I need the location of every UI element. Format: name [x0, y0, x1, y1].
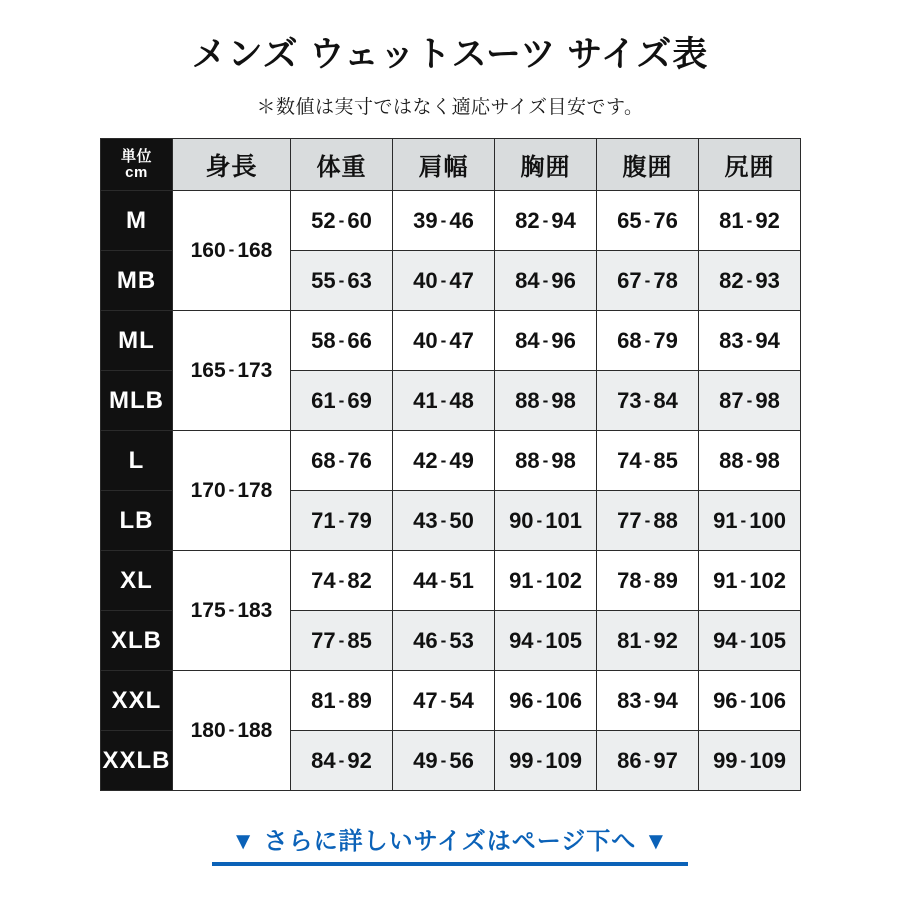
table-row [101, 551, 801, 611]
cell-waist: 68 - 79 [597, 311, 699, 371]
cell-hip: 94 - 105 [699, 611, 801, 671]
column-header-weight: 体重 [291, 139, 393, 191]
cell-weight: 61 - 69 [291, 371, 393, 431]
cell-hip: 88 - 98 [699, 431, 801, 491]
height-range-cell: 180 - 188 [173, 671, 291, 791]
size-label-cell: M [101, 191, 173, 251]
footer-underline [212, 862, 688, 866]
cell-chest: 90 - 101 [495, 491, 597, 551]
cell-shoulder: 46 - 53 [393, 611, 495, 671]
cell-shoulder: 39 - 46 [393, 191, 495, 251]
cell-shoulder: 43 - 50 [393, 491, 495, 551]
cell-shoulder: 47 - 54 [393, 671, 495, 731]
table-row [101, 431, 801, 491]
height-range-cell: 170 - 178 [173, 431, 291, 551]
size-label-cell: XL [101, 551, 173, 611]
table-row [101, 191, 801, 251]
cell-shoulder: 49 - 56 [393, 731, 495, 791]
table-row [101, 671, 801, 731]
cell-weight: 74 - 82 [291, 551, 393, 611]
cell-waist: 81 - 92 [597, 611, 699, 671]
unit-header-line1: 単位 [120, 147, 152, 165]
column-header-waist: 腹囲 [597, 139, 699, 191]
table-body [101, 191, 801, 791]
cell-waist: 78 - 89 [597, 551, 699, 611]
table-row [101, 311, 801, 371]
table-header-row [101, 139, 801, 191]
height-range-cell: 160 - 168 [173, 191, 291, 311]
size-table-container [100, 138, 800, 791]
cell-hip: 96 - 106 [699, 671, 801, 731]
size-label-cell: XLB [101, 611, 173, 671]
cell-shoulder: 41 - 48 [393, 371, 495, 431]
cell-chest: 88 - 98 [495, 431, 597, 491]
size-label-cell: MLB [101, 371, 173, 431]
cell-waist: 74 - 85 [597, 431, 699, 491]
size-label-cell: MB [101, 251, 173, 311]
cell-weight: 58 - 66 [291, 311, 393, 371]
cell-weight: 81 - 89 [291, 671, 393, 731]
cell-shoulder: 42 - 49 [393, 431, 495, 491]
cell-shoulder: 44 - 51 [393, 551, 495, 611]
cell-chest: 99 - 109 [495, 731, 597, 791]
cell-chest: 82 - 94 [495, 191, 597, 251]
size-label-cell: LB [101, 491, 173, 551]
column-header-shoulder: 肩幅 [393, 139, 495, 191]
cell-hip: 91 - 102 [699, 551, 801, 611]
cell-hip: 83 - 94 [699, 311, 801, 371]
cell-shoulder: 40 - 47 [393, 311, 495, 371]
column-header-height: 身長 [173, 139, 291, 191]
page-subtitle: ＊数値は実寸ではなく適応サイズ目安です。 [256, 97, 644, 118]
cell-chest: 88 - 98 [495, 371, 597, 431]
size-label-cell: XXL [101, 671, 173, 731]
cell-weight: 77 - 85 [291, 611, 393, 671]
cell-hip: 87 - 98 [699, 371, 801, 431]
cell-chest: 94 - 105 [495, 611, 597, 671]
unit-header-cell [101, 139, 173, 191]
footer-note [100, 821, 800, 866]
cell-hip: 81 - 92 [699, 191, 801, 251]
cell-waist: 77 - 88 [597, 491, 699, 551]
cell-hip: 82 - 93 [699, 251, 801, 311]
cell-waist: 67 - 78 [597, 251, 699, 311]
cell-chest: 96 - 106 [495, 671, 597, 731]
cell-hip: 91 - 100 [699, 491, 801, 551]
size-table [100, 138, 801, 791]
page-title: メンズ ウェットスーツ サイズ表 [191, 35, 709, 74]
column-header-hip: 尻囲 [699, 139, 801, 191]
cell-chest: 84 - 96 [495, 251, 597, 311]
cell-waist: 73 - 84 [597, 371, 699, 431]
table-header [101, 139, 801, 191]
cell-weight: 68 - 76 [291, 431, 393, 491]
cell-weight: 52 - 60 [291, 191, 393, 251]
height-range-cell: 175 - 183 [173, 551, 291, 671]
column-header-chest: 胸囲 [495, 139, 597, 191]
cell-waist: 86 - 97 [597, 731, 699, 791]
size-label-cell: L [101, 431, 173, 491]
cell-waist: 83 - 94 [597, 671, 699, 731]
cell-waist: 65 - 76 [597, 191, 699, 251]
footer-note-text[interactable]: ▼ さらに詳しいサイズはページ下へ ▼ [231, 828, 669, 855]
size-label-cell: XXLB [101, 731, 173, 791]
cell-chest: 91 - 102 [495, 551, 597, 611]
cell-weight: 55 - 63 [291, 251, 393, 311]
cell-hip: 99 - 109 [699, 731, 801, 791]
cell-chest: 84 - 96 [495, 311, 597, 371]
unit-header-line2: cm [125, 163, 148, 181]
cell-shoulder: 40 - 47 [393, 251, 495, 311]
size-label-cell: ML [101, 311, 173, 371]
cell-weight: 71 - 79 [291, 491, 393, 551]
height-range-cell: 165 - 173 [173, 311, 291, 431]
cell-weight: 84 - 92 [291, 731, 393, 791]
